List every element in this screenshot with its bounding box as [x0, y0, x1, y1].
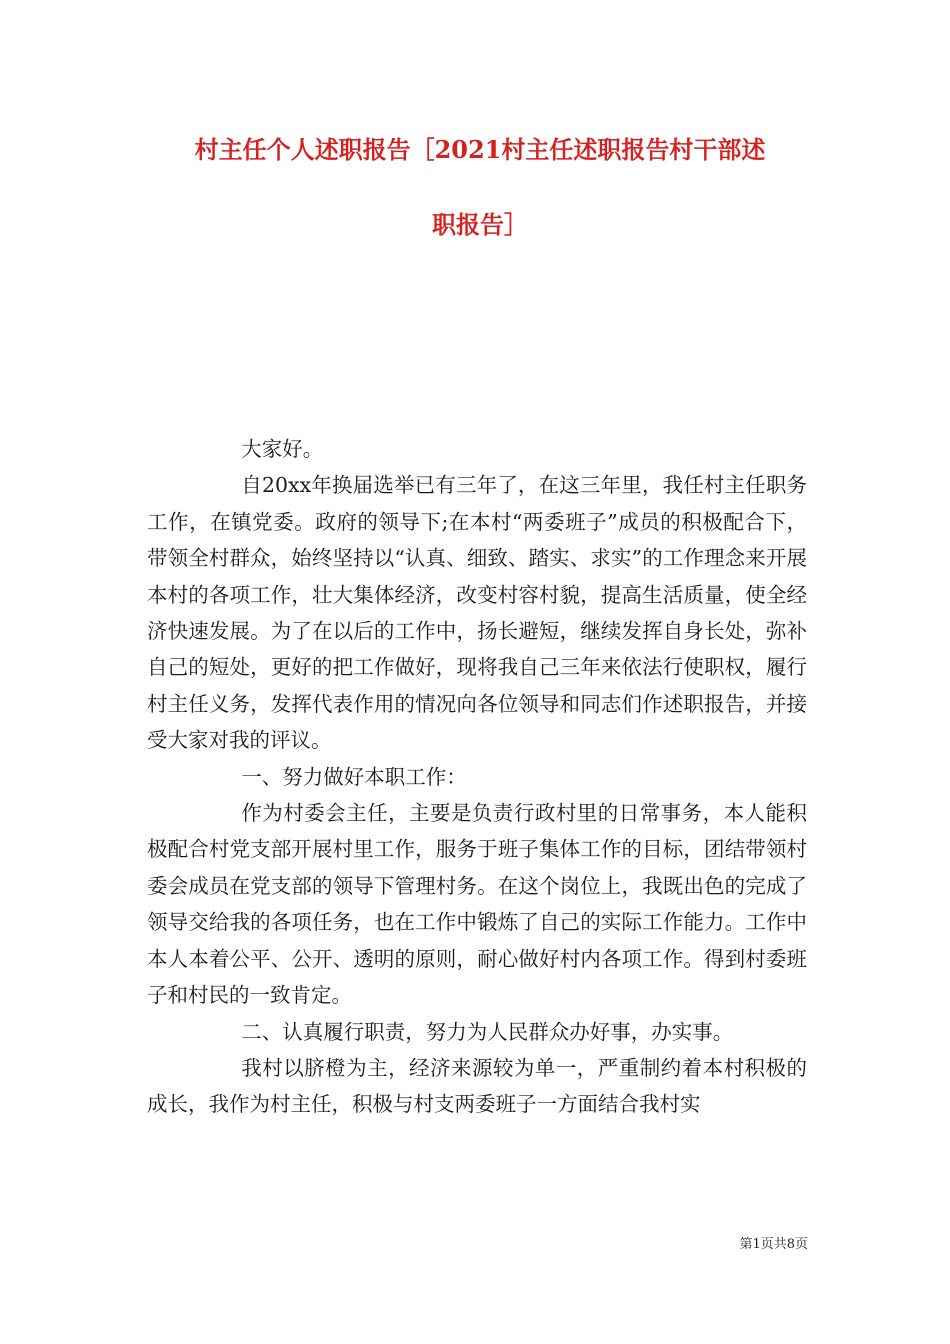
section-heading-1: 一、努力做好本职工作：: [241, 764, 467, 789]
section-1-paragraph: 作为村委会主任，主要是负责行政村里的日常事务，本人能积极配合村党支部开展村里工作，服务于班子集体工作的目标，团结带领村委会成员在党支部的领导下管理村务。在这个岗位上，我既出色的完成了领导交给我的各项任务，也在工作中锻炼了自己的实际工作能力。工作中本人本着公平、公开、透明的原则，耐心做好村内各项工作。得到村委班子和村民的一致肯定。: [147, 801, 807, 1008]
page-number-footer: 第1页共8页: [739, 1237, 808, 1252]
document-title-line-1: 村主任个人述职报告［2021村主任述职报告村干部述: [194, 135, 766, 164]
section-heading-2: 二、认真履行职责，努力为人民群众办好事，办实事。: [241, 1019, 734, 1044]
greeting-paragraph: 大家好。: [241, 437, 324, 461]
intro-paragraph: 自20xx年换届选举已有三年了，在这三年里，我任村主任职务工作，在镇党委。政府的领导下;在本村“两委班子”成员的积极配合下，带领全村群众，始终坚持以“认真、细致、踏实、求实”的工作理念来开展本村的各项工作，壮大集体经济，改变村容村貌，提高生活质量，使全经济快速发展。为了在以后的工作中，扬长避短，继续发挥自身长处，弥补自己的短处，更好的把工作做好，现将我自己三年来依法行使职权，履行村主任义务，发挥代表作用的情况向各位领导和同志们作述职报告，并接受大家对我的评议。: [147, 473, 807, 753]
document-body: [147, 431, 807, 1123]
document-title-line-2: 职报告］: [432, 210, 528, 239]
section-2-paragraph: 我村以脐橙为主，经济来源较为单一，严重制约着本村积极的成长，我作为村主任，积极与村支两委班子一方面结合我村实: [147, 1055, 807, 1117]
